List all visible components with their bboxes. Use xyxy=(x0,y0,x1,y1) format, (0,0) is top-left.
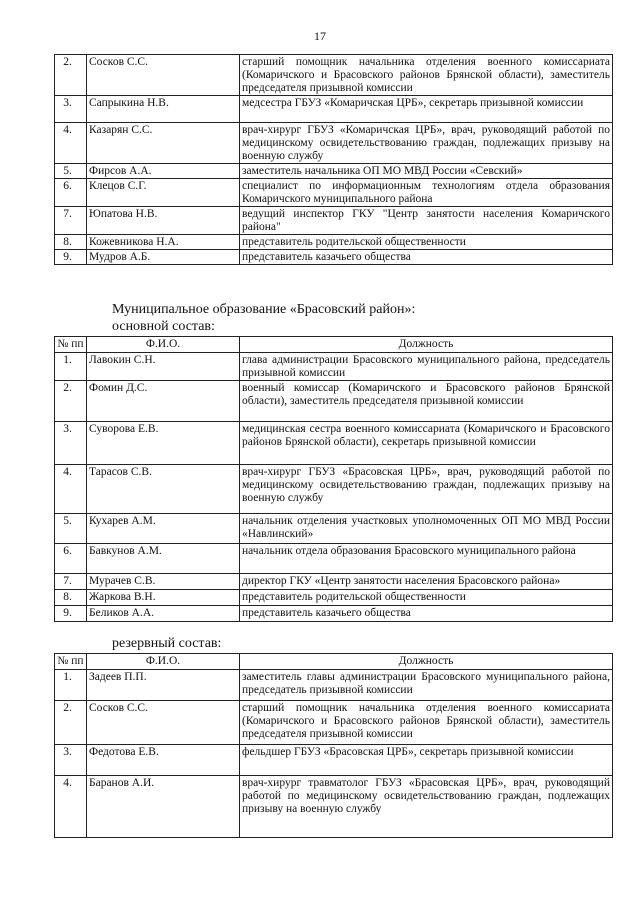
member-position: начальник отдела образования Брасовского муниципального района xyxy=(240,544,613,574)
table-row xyxy=(55,235,613,250)
row-number: 4. xyxy=(55,465,87,514)
member-name: Сосков С.С. xyxy=(87,55,240,96)
row-number: 6. xyxy=(55,179,87,207)
member-name: Тарасов С.В. xyxy=(87,465,240,514)
section-subtitle-reserve: резервный состав: xyxy=(112,636,222,651)
member-position: ведущий инспектор ГКУ "Центр занятости населения Комаричского района" xyxy=(240,207,613,235)
header-name: Ф.И.О. xyxy=(87,337,240,353)
section-title: Муниципальное образование «Брасовский район»: xyxy=(112,302,416,317)
row-number: 9. xyxy=(55,250,87,265)
table-row xyxy=(55,670,613,701)
member-name: Казарян С.С. xyxy=(87,123,240,164)
header-name: Ф.И.О. xyxy=(87,654,240,670)
commission-table-reserve xyxy=(54,653,613,838)
table-header-row xyxy=(55,337,613,353)
row-number: 2. xyxy=(55,381,87,422)
table-row xyxy=(55,574,613,590)
row-number: 3. xyxy=(55,96,87,123)
row-number: 8. xyxy=(55,590,87,606)
member-name: Лавокин С.Н. xyxy=(87,353,240,381)
member-position: начальник отделения участковых уполномоченных ОП МО МВД России «Навлинский» xyxy=(240,514,613,544)
member-position: военный комиссар (Комаричского и Брасовского районов Брянской области), заместитель председателя призывной комиссии xyxy=(240,381,613,422)
table-row xyxy=(55,544,613,574)
member-position: врач-хирург ГБУЗ «Брасовская ЦРБ», врач, руководящий работой по медицинскому освидетельствованию граждан, подлежащих призыву на военную службу xyxy=(240,465,613,514)
table-row xyxy=(55,381,613,422)
header-num: № пп xyxy=(55,337,87,353)
row-number: 1. xyxy=(55,353,87,381)
member-name: Бавкунов А.М. xyxy=(87,544,240,574)
member-name: Кухарев А.М. xyxy=(87,514,240,544)
table-row xyxy=(55,606,613,622)
row-number: 7. xyxy=(55,574,87,590)
row-number: 5. xyxy=(55,164,87,179)
member-position: глава администрации Брасовского муниципального района, председатель призывной комиссии xyxy=(240,353,613,381)
member-position: заместитель главы администрации Брасовского муниципального района, председатель призывной комиссии xyxy=(240,670,613,701)
row-number: 5. xyxy=(55,514,87,544)
member-name: Фирсов А.А. xyxy=(87,164,240,179)
member-name: Кожевникова Н.А. xyxy=(87,235,240,250)
member-position: представитель родительской общественности xyxy=(240,590,613,606)
table-row xyxy=(55,514,613,544)
table-row xyxy=(55,164,613,179)
row-number: 6. xyxy=(55,544,87,574)
row-number: 8. xyxy=(55,235,87,250)
table-row xyxy=(55,353,613,381)
member-name: Мурачев С.В. xyxy=(87,574,240,590)
member-position: медицинская сестра военного комиссариата (Комаричского и Брасовского районов Брянской области), секретарь призывной комиссии xyxy=(240,422,613,465)
member-position: фельдшер ГБУЗ «Брасовская ЦРБ», секретарь призывной комиссии xyxy=(240,745,613,776)
table-row xyxy=(55,250,613,265)
table-row xyxy=(55,123,613,164)
table-row xyxy=(55,590,613,606)
table-row xyxy=(55,96,613,123)
row-number: 3. xyxy=(55,745,87,776)
row-number: 2. xyxy=(55,55,87,96)
row-number: 3. xyxy=(55,422,87,465)
member-position: старший помощник начальника отделения военного комиссариата (Комаричского и Брасовского районов Брянской области), заместитель председателя призывной комиссии xyxy=(240,701,613,745)
row-number: 9. xyxy=(55,606,87,622)
member-position: представитель казачьего общества xyxy=(240,606,613,622)
member-name: Сапрыкина Н.В. xyxy=(87,96,240,123)
member-name: Жаркова В.Н. xyxy=(87,590,240,606)
row-number: 2. xyxy=(55,701,87,745)
table-row xyxy=(55,701,613,745)
table-row xyxy=(55,745,613,776)
table-row xyxy=(55,179,613,207)
commission-table-top xyxy=(54,54,613,265)
member-position: директор ГКУ «Центр занятости населения Брасовского района» xyxy=(240,574,613,590)
table-row xyxy=(55,465,613,514)
member-position: заместитель начальника ОП МО МВД России «Севский» xyxy=(240,164,613,179)
row-number: 1. xyxy=(55,670,87,701)
member-name: Баранов А.И. xyxy=(87,776,240,838)
member-name: Клецов С.Г. xyxy=(87,179,240,207)
member-name: Беликов А.А. xyxy=(87,606,240,622)
member-name: Задеев П.П. xyxy=(87,670,240,701)
table-header-row xyxy=(55,654,613,670)
table-row xyxy=(55,422,613,465)
member-position: представитель родительской общественности xyxy=(240,235,613,250)
header-position: Должность xyxy=(240,337,613,353)
member-name: Суворова Е.В. xyxy=(87,422,240,465)
commission-table-main xyxy=(54,336,613,622)
member-position: специалист по информационным технологиям отдела образования Комаричского муниципального района xyxy=(240,179,613,207)
member-position: старший помощник начальника отделения военного комиссариата (Комаричского и Брасовского районов Брянской области), заместитель председателя призывной комиссии xyxy=(240,55,613,96)
member-position: врач-хирург травматолог ГБУЗ «Брасовская ЦРБ», врач, руководящий работой по медицинскому освидетельствованию граждан, подлежащих призыву на военную службу xyxy=(240,776,613,838)
header-position: Должность xyxy=(240,654,613,670)
table-row xyxy=(55,207,613,235)
page-number: 17 xyxy=(314,29,326,43)
member-name: Федотова Е.В. xyxy=(87,745,240,776)
row-number: 4. xyxy=(55,776,87,838)
header-num: № пп xyxy=(55,654,87,670)
member-name: Фомин Д.С. xyxy=(87,381,240,422)
member-name: Сосков С.С. xyxy=(87,701,240,745)
member-position: медсестра ГБУЗ «Комаричская ЦРБ», секретарь призывной комиссии xyxy=(240,96,613,123)
member-position: представитель казачьего общества xyxy=(240,250,613,265)
member-position: врач-хирург ГБУЗ «Комаричская ЦРБ», врач, руководящий работой по медицинскому освидетельствованию граждан, подлежащих призыву на военную службу xyxy=(240,123,613,164)
table-row xyxy=(55,776,613,838)
section-subtitle-main: основной состав: xyxy=(112,319,215,334)
table-row xyxy=(55,55,613,96)
member-name: Мудров А.Б. xyxy=(87,250,240,265)
row-number: 7. xyxy=(55,207,87,235)
member-name: Юпатова Н.В. xyxy=(87,207,240,235)
row-number: 4. xyxy=(55,123,87,164)
